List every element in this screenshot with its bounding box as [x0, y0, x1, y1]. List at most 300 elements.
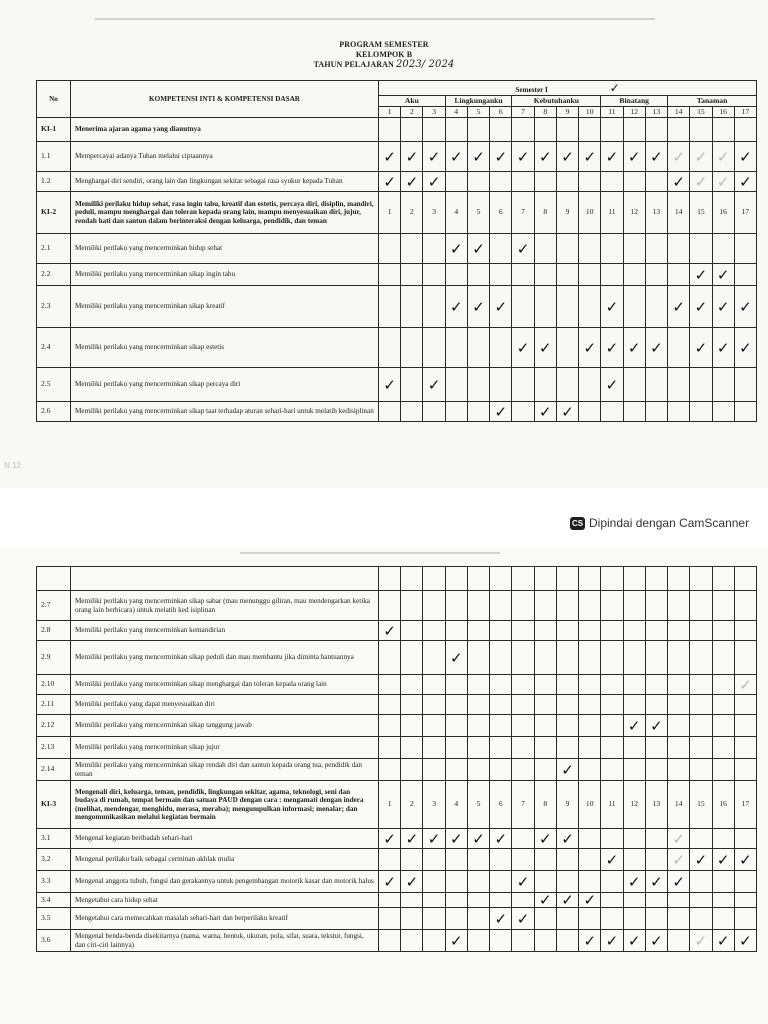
blank-cell	[601, 567, 623, 591]
empty-cell	[556, 368, 578, 402]
empty-cell	[423, 893, 445, 908]
empty-cell	[512, 368, 534, 402]
check-mark-icon: ✓	[668, 172, 690, 192]
week-number-cell: 1	[379, 192, 401, 234]
empty-cell	[556, 695, 578, 715]
empty-cell	[467, 591, 489, 621]
camscanner-watermark	[570, 515, 749, 531]
competency-row	[37, 621, 757, 641]
empty-cell	[445, 264, 467, 286]
empty-cell	[645, 368, 667, 402]
empty-cell	[534, 737, 556, 759]
empty-cell	[690, 695, 712, 715]
empty-cell	[668, 675, 690, 695]
empty-cell	[645, 849, 667, 871]
semester-header	[379, 81, 757, 96]
empty-cell	[401, 908, 423, 930]
empty-cell	[490, 737, 512, 759]
empty-cell	[534, 908, 556, 930]
empty-cell	[401, 759, 423, 781]
empty-cell	[445, 759, 467, 781]
empty-cell	[645, 695, 667, 715]
check-mark-icon: ✓	[445, 142, 467, 172]
empty-cell	[490, 118, 512, 142]
empty-cell	[379, 715, 401, 737]
empty-cell	[690, 893, 712, 908]
empty-cell	[734, 829, 756, 849]
week-number-cell: 16	[712, 781, 734, 829]
check-mark-icon: ✓	[423, 172, 445, 192]
empty-cell	[512, 641, 534, 675]
empty-cell	[734, 234, 756, 264]
empty-cell	[556, 621, 578, 641]
empty-cell	[690, 871, 712, 893]
competency-row	[37, 591, 757, 621]
competency-text: Memiliki perilaku yang mencerminkan sikap estetis	[71, 328, 379, 368]
competency-text: Memiliki perilaku hidup sehat, rasa ingin tahu, kreatif dan estetis, percaya diri, disiplin, mandiri, peduli, mampu menghargai dan toleran kepada orang lain, mampu menyesuaikan diri, jujur, rendah hati dan santun dalam berinteraksi dengan keluarga, pendidik, dan teman	[71, 192, 379, 234]
empty-cell	[601, 264, 623, 286]
week-header-7: 7	[512, 107, 534, 118]
check-mark-icon: ✓	[512, 908, 534, 930]
empty-cell	[712, 695, 734, 715]
empty-cell	[512, 118, 534, 142]
empty-cell	[379, 737, 401, 759]
week-number-cell: 13	[645, 781, 667, 829]
empty-cell	[712, 908, 734, 930]
empty-cell	[556, 849, 578, 871]
empty-cell	[601, 737, 623, 759]
check-mark-icon: ✓	[579, 142, 601, 172]
week-number-cell: 9	[556, 192, 578, 234]
empty-cell	[690, 715, 712, 737]
empty-cell	[556, 908, 578, 930]
check-mark-icon: ✓	[712, 930, 734, 952]
empty-cell	[579, 621, 601, 641]
empty-cell	[712, 715, 734, 737]
row-number: KI-3	[37, 781, 71, 829]
empty-cell	[534, 695, 556, 715]
competency-row	[37, 118, 757, 142]
empty-cell	[467, 368, 489, 402]
empty-cell	[445, 849, 467, 871]
row-number: 2.1	[37, 234, 71, 264]
empty-cell	[734, 621, 756, 641]
empty-cell	[690, 621, 712, 641]
empty-cell	[379, 675, 401, 695]
check-mark-icon: ✓	[445, 641, 467, 675]
check-mark-icon: ✓	[556, 829, 578, 849]
check-mark-icon: ✓	[668, 142, 690, 172]
program-table-page-2	[36, 566, 757, 952]
blank-cell	[71, 567, 379, 591]
empty-cell	[490, 328, 512, 368]
theme-tanaman: Tanaman	[668, 96, 757, 107]
empty-cell	[556, 715, 578, 737]
check-mark-icon: ✓	[534, 142, 556, 172]
empty-cell	[534, 368, 556, 402]
check-mark-icon: ✓	[645, 715, 667, 737]
empty-cell	[423, 849, 445, 871]
empty-cell	[712, 675, 734, 695]
empty-cell	[423, 908, 445, 930]
competency-row	[37, 871, 757, 893]
empty-cell	[401, 930, 423, 952]
empty-cell	[512, 264, 534, 286]
empty-cell	[423, 286, 445, 328]
check-mark-icon: ✓	[490, 286, 512, 328]
week-number-cell: 7	[512, 781, 534, 829]
empty-cell	[556, 118, 578, 142]
empty-cell	[734, 759, 756, 781]
col-header-no: No	[37, 81, 71, 118]
scan-edge-line	[240, 552, 500, 554]
competency-text: Memiliki perilaku yang mencerminkan sikap menghargai dan toleran kepada orang lain	[71, 675, 379, 695]
week-header-1: 1	[379, 107, 401, 118]
empty-cell	[490, 893, 512, 908]
empty-cell	[556, 930, 578, 952]
week-number-cell: 17	[734, 781, 756, 829]
empty-cell	[601, 675, 623, 695]
empty-cell	[401, 368, 423, 402]
check-mark-icon: ✓	[490, 402, 512, 422]
empty-cell	[579, 368, 601, 402]
empty-cell	[423, 264, 445, 286]
empty-cell	[534, 641, 556, 675]
empty-cell	[601, 621, 623, 641]
check-mark-icon: ✓	[556, 142, 578, 172]
check-mark-icon: ✓	[512, 234, 534, 264]
blank-cell	[645, 567, 667, 591]
competency-text: Mengenal kegiatan beribadah sehari-hari	[71, 829, 379, 849]
empty-cell	[645, 641, 667, 675]
empty-cell	[445, 402, 467, 422]
check-mark-icon: ✓	[467, 142, 489, 172]
empty-cell	[623, 829, 645, 849]
empty-cell	[379, 930, 401, 952]
competency-row	[37, 172, 757, 192]
competency-text: Memiliki perilaku yang mencerminkan sikap kreatif	[71, 286, 379, 328]
empty-cell	[668, 759, 690, 781]
empty-cell	[401, 893, 423, 908]
empty-cell	[579, 118, 601, 142]
blank-cell	[401, 567, 423, 591]
empty-cell	[512, 621, 534, 641]
empty-cell	[534, 930, 556, 952]
empty-cell	[556, 286, 578, 328]
competency-text: Memiliki perilaku yang mencerminkan sikap taat terhadap aturan sehari-hari untuk melatih kedisiplinan	[71, 402, 379, 422]
empty-cell	[579, 172, 601, 192]
competency-row	[37, 286, 757, 328]
empty-cell	[534, 591, 556, 621]
empty-cell	[490, 695, 512, 715]
empty-cell	[668, 715, 690, 737]
empty-cell	[467, 930, 489, 952]
competency-text: Memiliki perilaku yang mencerminkan sikap rendah diri dan santun kepada orang tua, pendidik dan teman	[71, 759, 379, 781]
check-mark-icon: ✓	[690, 849, 712, 871]
check-mark-icon: ✓	[601, 328, 623, 368]
row-number: 2.2	[37, 264, 71, 286]
empty-cell	[423, 234, 445, 264]
competency-text: Mengetahui cara hidup sehat	[71, 893, 379, 908]
competency-row	[37, 930, 757, 952]
check-mark-icon: ✓	[490, 908, 512, 930]
empty-cell	[579, 286, 601, 328]
week-number-cell: 6	[490, 781, 512, 829]
week-number-cell: 13	[645, 192, 667, 234]
competency-row	[37, 368, 757, 402]
empty-cell	[445, 737, 467, 759]
empty-cell	[467, 871, 489, 893]
empty-cell	[690, 759, 712, 781]
empty-cell	[645, 759, 667, 781]
check-mark-icon: ✓	[734, 142, 756, 172]
empty-cell	[734, 641, 756, 675]
empty-cell	[712, 621, 734, 641]
check-mark-icon: ✓	[445, 286, 467, 328]
empty-cell	[690, 234, 712, 264]
empty-cell	[556, 264, 578, 286]
row-number: 2.8	[37, 621, 71, 641]
empty-cell	[423, 591, 445, 621]
empty-cell	[668, 328, 690, 368]
empty-cell	[379, 402, 401, 422]
blank-cell	[623, 567, 645, 591]
check-mark-icon: ✓	[645, 328, 667, 368]
empty-cell	[467, 675, 489, 695]
empty-cell	[623, 908, 645, 930]
blank-cell	[423, 567, 445, 591]
empty-cell	[534, 759, 556, 781]
blank-cell	[690, 567, 712, 591]
empty-cell	[712, 871, 734, 893]
check-mark-icon: ✓	[712, 849, 734, 871]
empty-cell	[423, 621, 445, 641]
empty-cell	[512, 675, 534, 695]
empty-cell	[623, 893, 645, 908]
empty-cell	[445, 908, 467, 930]
empty-cell	[401, 264, 423, 286]
empty-cell	[490, 871, 512, 893]
check-mark-icon: ✓	[690, 142, 712, 172]
check-mark-icon: ✓	[623, 142, 645, 172]
empty-cell	[623, 172, 645, 192]
empty-cell	[712, 118, 734, 142]
week-number-cell: 2	[401, 192, 423, 234]
competency-text: Memiliki perilaku yang mencerminkan sikap sabar (mau menunggu giliran, mau mendengarkan ketika orang lain berbicara) untuk melatih ked isiplinan	[71, 591, 379, 621]
empty-cell	[423, 695, 445, 715]
empty-cell	[445, 675, 467, 695]
competency-row	[37, 675, 757, 695]
competency-text: Menerima ajaran agama yang dianutnya	[71, 118, 379, 142]
blank-cell	[579, 567, 601, 591]
check-mark-icon: ✓	[690, 172, 712, 192]
check-mark-icon: ✓	[401, 829, 423, 849]
empty-cell	[512, 695, 534, 715]
empty-cell	[401, 286, 423, 328]
empty-cell	[623, 641, 645, 675]
empty-cell	[467, 695, 489, 715]
empty-cell	[401, 118, 423, 142]
empty-cell	[712, 402, 734, 422]
empty-cell	[379, 641, 401, 675]
week-header-17: 17	[734, 107, 756, 118]
empty-cell	[490, 930, 512, 952]
empty-cell	[623, 737, 645, 759]
row-number: 2.12	[37, 715, 71, 737]
blank-cell	[490, 567, 512, 591]
week-header-8: 8	[534, 107, 556, 118]
program-table-page-1	[36, 80, 757, 422]
check-mark-icon: ✓	[423, 829, 445, 849]
empty-cell	[512, 402, 534, 422]
row-number: 2.4	[37, 328, 71, 368]
check-mark-icon: ✓	[690, 930, 712, 952]
week-number-cell: 4	[445, 781, 467, 829]
empty-cell	[467, 893, 489, 908]
empty-cell	[690, 641, 712, 675]
week-header-10: 10	[579, 107, 601, 118]
week-number-cell: 8	[534, 781, 556, 829]
check-mark-icon: ✓	[601, 142, 623, 172]
check-mark-icon: ✓	[534, 402, 556, 422]
check-mark-icon: ✓	[467, 829, 489, 849]
empty-cell	[379, 908, 401, 930]
empty-cell	[623, 621, 645, 641]
check-mark-icon: ✓	[601, 286, 623, 328]
empty-cell	[445, 893, 467, 908]
empty-cell	[445, 621, 467, 641]
empty-cell	[623, 849, 645, 871]
col-header-competency: KOMPETENSI INTI & KOMPETENSI DASAR	[71, 81, 379, 118]
empty-cell	[512, 737, 534, 759]
empty-cell	[734, 737, 756, 759]
check-mark-icon: ✓	[623, 930, 645, 952]
empty-cell	[490, 759, 512, 781]
check-mark-icon: ✓	[445, 930, 467, 952]
empty-cell	[512, 829, 534, 849]
empty-cell	[467, 715, 489, 737]
empty-cell	[534, 675, 556, 695]
blank-cell	[445, 567, 467, 591]
empty-cell	[668, 893, 690, 908]
empty-cell	[668, 930, 690, 952]
competency-row	[37, 849, 757, 871]
doc-year	[0, 60, 768, 70]
theme-lingkunganku: Lingkunganku	[445, 96, 512, 107]
week-number-cell: 1	[379, 781, 401, 829]
row-number: 1.2	[37, 172, 71, 192]
empty-cell	[379, 893, 401, 908]
empty-cell	[734, 715, 756, 737]
empty-cell	[623, 695, 645, 715]
empty-cell	[601, 759, 623, 781]
check-mark-icon: ✓	[623, 328, 645, 368]
empty-cell	[734, 402, 756, 422]
week-header-6: 6	[490, 107, 512, 118]
empty-cell	[601, 118, 623, 142]
empty-cell	[668, 402, 690, 422]
check-mark-icon: ✓	[645, 142, 667, 172]
empty-cell	[401, 675, 423, 695]
competency-row	[37, 641, 757, 675]
week-header-2: 2	[401, 107, 423, 118]
empty-cell	[534, 172, 556, 192]
empty-cell	[534, 849, 556, 871]
empty-cell	[645, 264, 667, 286]
empty-cell	[623, 286, 645, 328]
empty-cell	[379, 286, 401, 328]
check-mark-icon: ✓	[445, 829, 467, 849]
empty-cell	[445, 368, 467, 402]
check-mark-icon: ✓	[734, 930, 756, 952]
check-mark-icon: ✓	[712, 142, 734, 172]
check-mark-icon: ✓	[467, 286, 489, 328]
check-mark-icon: ✓	[734, 328, 756, 368]
empty-cell	[534, 871, 556, 893]
theme-kebutuhanku: Kebutuhanku	[512, 96, 601, 107]
week-header-4: 4	[445, 107, 467, 118]
check-mark-icon: ✓	[401, 871, 423, 893]
empty-cell	[401, 695, 423, 715]
check-mark-icon: ✓	[379, 368, 401, 402]
page-side-mark: N 12	[4, 461, 21, 470]
week-header-9: 9	[556, 107, 578, 118]
week-header-5: 5	[467, 107, 489, 118]
competency-text: Memiliki perilaku yang mencerminkan hidup sehat	[71, 234, 379, 264]
row-number: KI-1	[37, 118, 71, 142]
blank-cell	[379, 567, 401, 591]
empty-cell	[734, 264, 756, 286]
check-mark-icon: ✓	[734, 675, 756, 695]
row-number: 2.13	[37, 737, 71, 759]
week-number-cell: 10	[579, 781, 601, 829]
week-number-cell: 12	[623, 192, 645, 234]
week-header-16: 16	[712, 107, 734, 118]
check-mark-icon: ✓	[512, 871, 534, 893]
empty-cell	[490, 715, 512, 737]
week-header-14: 14	[668, 107, 690, 118]
empty-cell	[601, 641, 623, 675]
row-number: 3.4	[37, 893, 71, 908]
empty-cell	[379, 118, 401, 142]
empty-cell	[467, 118, 489, 142]
empty-cell	[512, 930, 534, 952]
row-number: 2.6	[37, 402, 71, 422]
empty-cell	[645, 402, 667, 422]
check-mark-icon: ✓	[445, 234, 467, 264]
check-mark-icon: ✓	[379, 142, 401, 172]
check-mark-icon: ✓	[601, 849, 623, 871]
check-mark-icon: ✓	[379, 829, 401, 849]
empty-cell	[534, 621, 556, 641]
competency-text: Memiliki perilaku yang dapat menyesuaikan diri	[71, 695, 379, 715]
empty-cell	[556, 591, 578, 621]
empty-cell	[579, 849, 601, 871]
check-mark-icon: ✓	[609, 81, 620, 95]
competency-text: Mengenal benda-benda disekitarnya (nama, warna, bentuk, ukuran, pola, sifat, suara, tekstur, fungsi, dan ciri-ciri lainnya)	[71, 930, 379, 952]
check-mark-icon: ✓	[623, 715, 645, 737]
empty-cell	[490, 172, 512, 192]
empty-cell	[423, 930, 445, 952]
empty-cell	[690, 118, 712, 142]
empty-cell	[379, 328, 401, 368]
empty-cell	[423, 759, 445, 781]
empty-cell	[712, 368, 734, 402]
empty-cell	[734, 695, 756, 715]
check-mark-icon: ✓	[401, 142, 423, 172]
empty-cell	[490, 675, 512, 695]
competency-row	[37, 829, 757, 849]
